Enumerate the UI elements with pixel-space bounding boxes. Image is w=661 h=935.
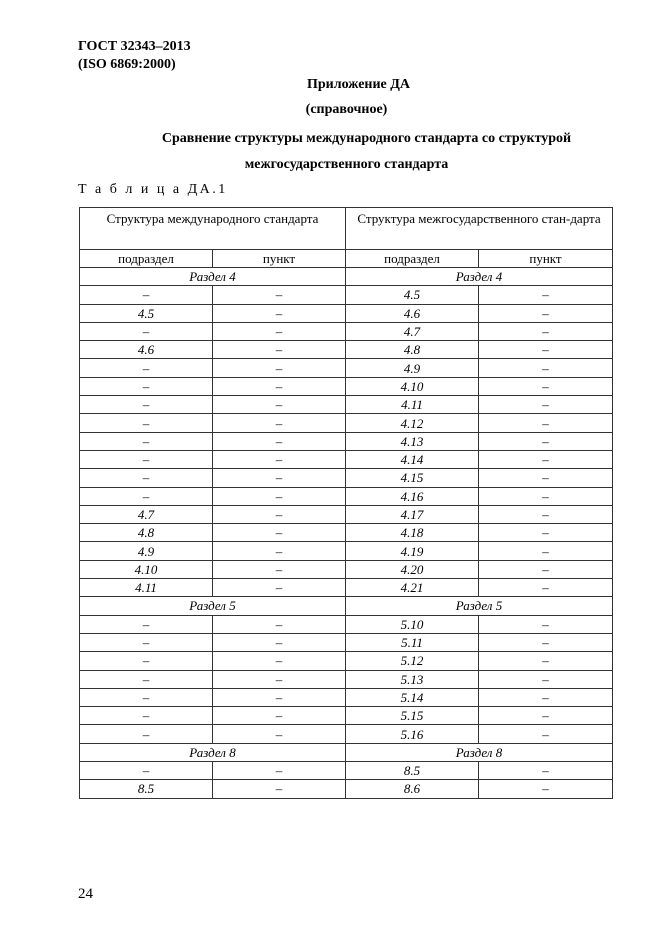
- intl-subsection-cell: 4.11: [80, 579, 213, 597]
- interstate-clause-cell: –: [479, 341, 613, 359]
- interstate-clause-cell: –: [479, 579, 613, 597]
- subheader-subsection-right: подраздел: [346, 250, 479, 268]
- intl-subsection-cell: –: [80, 414, 213, 432]
- interstate-subsection-cell: 4.14: [346, 450, 479, 468]
- table-row: [80, 377, 613, 395]
- intl-clause-cell: –: [213, 579, 346, 597]
- interstate-subsection-cell: 4.21: [346, 579, 479, 597]
- comparison-table: [79, 207, 613, 799]
- interstate-clause-cell: –: [479, 304, 613, 322]
- interstate-clause-cell: –: [479, 633, 613, 651]
- intl-subsection-cell: 4.9: [80, 542, 213, 560]
- intl-subsection-cell: –: [80, 322, 213, 340]
- intl-subsection-cell: 4.10: [80, 560, 213, 578]
- section-row: [80, 597, 613, 615]
- interstate-clause-cell: –: [479, 487, 613, 505]
- intl-clause-cell: –: [213, 560, 346, 578]
- col-group-international: Структура международного стандарта: [80, 208, 346, 250]
- interstate-clause-cell: –: [479, 725, 613, 743]
- intl-clause-cell: –: [213, 670, 346, 688]
- table-row: [80, 633, 613, 651]
- table-row: [80, 414, 613, 432]
- intl-clause-cell: –: [213, 633, 346, 651]
- section-title-right: Раздел 4: [346, 268, 613, 286]
- interstate-clause-cell: –: [479, 505, 613, 523]
- subheader-clause-left: пункт: [213, 250, 346, 268]
- intl-subsection-cell: –: [80, 652, 213, 670]
- section-title-left: Раздел 8: [80, 743, 346, 761]
- interstate-clause-cell: –: [479, 707, 613, 725]
- intl-clause-cell: –: [213, 304, 346, 322]
- table-row: [80, 524, 613, 542]
- intl-subsection-cell: –: [80, 707, 213, 725]
- interstate-subsection-cell: 4.11: [346, 396, 479, 414]
- table-row: [80, 725, 613, 743]
- table-group-header-row: [80, 208, 613, 250]
- intl-clause-cell: –: [213, 359, 346, 377]
- interstate-subsection-cell: 4.9: [346, 359, 479, 377]
- appendix-title: Приложение ДА: [306, 77, 411, 92]
- interstate-clause-cell: –: [479, 377, 613, 395]
- intl-clause-cell: –: [213, 615, 346, 633]
- col-group-interstate: Структура межгосударственного стан-дарта: [346, 208, 613, 250]
- interstate-subsection-cell: 4.12: [346, 414, 479, 432]
- table-row: [80, 780, 613, 798]
- interstate-subsection-cell: 5.16: [346, 725, 479, 743]
- interstate-subsection-cell: 4.19: [346, 542, 479, 560]
- intl-subsection-cell: 4.7: [80, 505, 213, 523]
- intl-clause-cell: –: [213, 396, 346, 414]
- intl-clause-cell: –: [213, 725, 346, 743]
- intl-clause-cell: –: [213, 780, 346, 798]
- interstate-clause-cell: –: [479, 450, 613, 468]
- interstate-clause-cell: –: [479, 560, 613, 578]
- intl-clause-cell: –: [213, 542, 346, 560]
- interstate-clause-cell: –: [479, 396, 613, 414]
- interstate-clause-cell: –: [479, 286, 613, 304]
- table-row: [80, 652, 613, 670]
- interstate-subsection-cell: 5.14: [346, 688, 479, 706]
- intl-subsection-cell: –: [80, 762, 213, 780]
- intl-subsection-cell: –: [80, 396, 213, 414]
- table-row: [80, 450, 613, 468]
- intl-clause-cell: –: [213, 469, 346, 487]
- interstate-subsection-cell: 4.6: [346, 304, 479, 322]
- interstate-clause-cell: –: [479, 542, 613, 560]
- interstate-clause-cell: –: [479, 615, 613, 633]
- table-label: Т а б л и ц а ДА.1: [78, 182, 228, 197]
- table-row: [80, 341, 613, 359]
- table-row: [80, 688, 613, 706]
- standard-code: ГОСТ 32343–2013: [78, 39, 191, 54]
- intl-clause-cell: –: [213, 762, 346, 780]
- table-row: [80, 707, 613, 725]
- table-row: [80, 560, 613, 578]
- intl-clause-cell: –: [213, 505, 346, 523]
- intl-clause-cell: –: [213, 377, 346, 395]
- intl-subsection-cell: –: [80, 725, 213, 743]
- table-row: [80, 670, 613, 688]
- page-number: 24: [78, 886, 93, 902]
- interstate-clause-cell: –: [479, 322, 613, 340]
- interstate-subsection-cell: 5.10: [346, 615, 479, 633]
- interstate-clause-cell: –: [479, 359, 613, 377]
- subheader-subsection-left: подраздел: [80, 250, 213, 268]
- table-row: [80, 396, 613, 414]
- section-row: [80, 268, 613, 286]
- interstate-clause-cell: –: [479, 688, 613, 706]
- intl-subsection-cell: –: [80, 615, 213, 633]
- interstate-subsection-cell: 4.15: [346, 469, 479, 487]
- intl-clause-cell: –: [213, 414, 346, 432]
- interstate-subsection-cell: 4.16: [346, 487, 479, 505]
- appendix-subtitle-line2: межгосударственного стандарта: [244, 157, 449, 172]
- interstate-subsection-cell: 5.13: [346, 670, 479, 688]
- section-title-right: Раздел 8: [346, 743, 613, 761]
- iso-code: (ISO 6869:2000): [78, 57, 176, 72]
- table-row: [80, 359, 613, 377]
- interstate-subsection-cell: 4.7: [346, 322, 479, 340]
- interstate-subsection-cell: 8.6: [346, 780, 479, 798]
- table-row: [80, 469, 613, 487]
- intl-clause-cell: –: [213, 487, 346, 505]
- intl-subsection-cell: –: [80, 633, 213, 651]
- section-row: [80, 743, 613, 761]
- intl-clause-cell: –: [213, 322, 346, 340]
- interstate-subsection-cell: 4.8: [346, 341, 479, 359]
- intl-subsection-cell: 4.8: [80, 524, 213, 542]
- table-row: [80, 542, 613, 560]
- interstate-subsection-cell: 5.12: [346, 652, 479, 670]
- table-row: [80, 762, 613, 780]
- intl-subsection-cell: –: [80, 286, 213, 304]
- table-row: [80, 286, 613, 304]
- interstate-subsection-cell: 5.15: [346, 707, 479, 725]
- subheader-clause-right: пункт: [479, 250, 613, 268]
- interstate-subsection-cell: 4.17: [346, 505, 479, 523]
- interstate-clause-cell: –: [479, 432, 613, 450]
- intl-subsection-cell: –: [80, 487, 213, 505]
- table-row: [80, 505, 613, 523]
- table-row: [80, 487, 613, 505]
- section-title-right: Раздел 5: [346, 597, 613, 615]
- interstate-subsection-cell: 5.11: [346, 633, 479, 651]
- table-row: [80, 432, 613, 450]
- interstate-clause-cell: –: [479, 762, 613, 780]
- interstate-clause-cell: –: [479, 652, 613, 670]
- interstate-subsection-cell: 4.13: [346, 432, 479, 450]
- intl-clause-cell: –: [213, 341, 346, 359]
- table-row: [80, 304, 613, 322]
- table-row: [80, 579, 613, 597]
- appendix-subtitle-line1: Сравнение структуры международного стандарта со структурой: [161, 131, 572, 146]
- interstate-subsection-cell: 8.5: [346, 762, 479, 780]
- interstate-clause-cell: –: [479, 670, 613, 688]
- intl-subsection-cell: 4.5: [80, 304, 213, 322]
- intl-clause-cell: –: [213, 524, 346, 542]
- table-row: [80, 322, 613, 340]
- appendix-type: (справочное): [305, 102, 388, 117]
- intl-subsection-cell: 4.6: [80, 341, 213, 359]
- interstate-clause-cell: –: [479, 780, 613, 798]
- intl-subsection-cell: –: [80, 670, 213, 688]
- intl-clause-cell: –: [213, 688, 346, 706]
- intl-subsection-cell: –: [80, 688, 213, 706]
- intl-clause-cell: –: [213, 652, 346, 670]
- intl-subsection-cell: –: [80, 359, 213, 377]
- section-title-left: Раздел 4: [80, 268, 346, 286]
- intl-subsection-cell: –: [80, 450, 213, 468]
- intl-clause-cell: –: [213, 432, 346, 450]
- section-title-left: Раздел 5: [80, 597, 346, 615]
- table-row: [80, 615, 613, 633]
- intl-subsection-cell: 8.5: [80, 780, 213, 798]
- intl-subsection-cell: –: [80, 432, 213, 450]
- interstate-clause-cell: –: [479, 469, 613, 487]
- table-subheader-row: [80, 250, 613, 268]
- interstate-subsection-cell: 4.10: [346, 377, 479, 395]
- intl-clause-cell: –: [213, 450, 346, 468]
- interstate-clause-cell: –: [479, 414, 613, 432]
- intl-subsection-cell: –: [80, 469, 213, 487]
- interstate-subsection-cell: 4.20: [346, 560, 479, 578]
- intl-subsection-cell: –: [80, 377, 213, 395]
- interstate-subsection-cell: 4.5: [346, 286, 479, 304]
- intl-clause-cell: –: [213, 286, 346, 304]
- interstate-clause-cell: –: [479, 524, 613, 542]
- interstate-subsection-cell: 4.18: [346, 524, 479, 542]
- intl-clause-cell: –: [213, 707, 346, 725]
